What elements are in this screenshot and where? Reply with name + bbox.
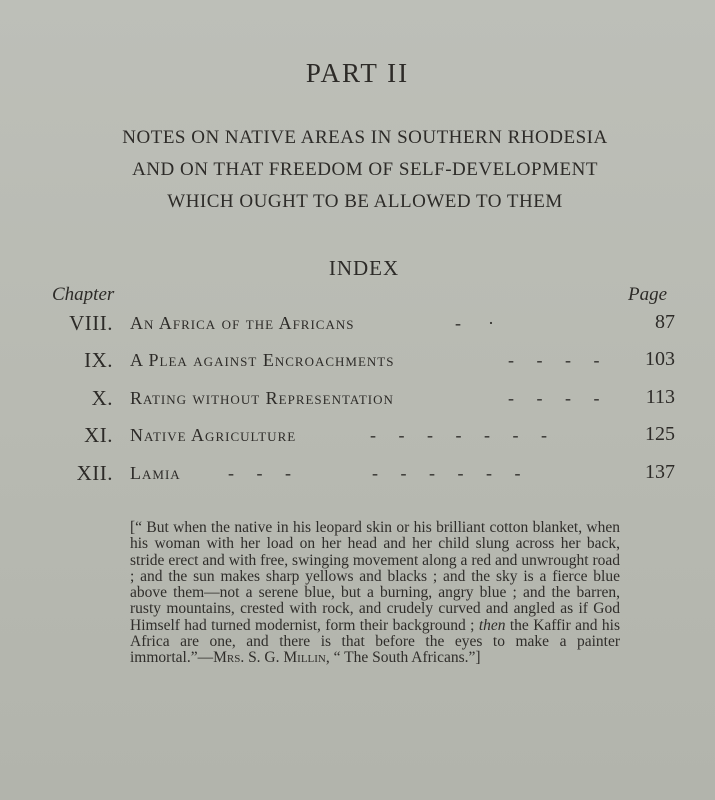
toc-entry: [0, 386, 715, 416]
toc-entry: [0, 311, 715, 341]
chapter-number: XI.: [84, 423, 113, 447]
chapter-column-header: Chapter: [52, 284, 115, 305]
subtitle-line: NOTES ON NATIVE AREAS IN SOUTHERN RHODESIA: [122, 127, 608, 148]
chapter-title: Native Agriculture: [130, 425, 297, 445]
quote-text: [“ But when the native in his leopard skin or his brilliant cotton blanket, when his woman with her load on her head and her child slung across her back, stride erect and with free, swinging movement along a red and unwrought road ; and the sun makes sharp yellows and blacks ; and the sky is a fierce blue above them—not a serene blue, but a burning, angry blue ; and the barren, rusty mountains, crested with rock, and crudely curved and angled as if God Himself had turned modernist, form their background ;: [130, 519, 620, 634]
part-title: PART II: [305, 58, 410, 88]
quote-source: “ The South Africans.”]: [329, 649, 481, 667]
subtitle-line: WHICH OUGHT TO BE ALLOWED TO THEM: [167, 191, 563, 212]
quote-author: Mrs. S. G. Millin,: [213, 649, 330, 667]
chapter-page: 113: [645, 386, 675, 408]
chapter-page: 103: [645, 348, 675, 370]
chapter-number: IX.: [84, 348, 113, 372]
dot-leader: - ·: [455, 313, 494, 333]
chapter-number: VIII.: [69, 311, 113, 335]
index-heading: INDEX: [328, 256, 400, 280]
chapter-number: XII.: [76, 461, 113, 485]
subtitle-line: AND ON THAT FREEDOM OF SELF-DEVELOPMENT: [132, 159, 598, 180]
chapter-title: A Plea against Encroachments: [130, 350, 395, 370]
dot-leader: - - - - - - - - -: [228, 463, 521, 483]
page-column-header: Page: [628, 284, 668, 305]
chapter-page: 137: [645, 461, 675, 483]
dot-leader: - - - -: [508, 388, 600, 408]
chapter-title: Rating without Representation: [130, 388, 394, 408]
quote-emphasis: then: [478, 616, 506, 634]
dot-leader: - - - - - - -: [370, 425, 547, 445]
quote-text-after: the Kaffir and his Africa are one, and there is that before the eyes to make a painter immortal.”—: [130, 616, 620, 667]
chapter-title: Lamia: [130, 463, 181, 483]
dot-leader: - - - -: [508, 350, 600, 370]
epigraph-quote: [130, 520, 620, 667]
chapter-title: An Africa of the Africans: [130, 313, 355, 333]
toc-entry: [0, 348, 715, 378]
part-subtitle: [0, 122, 715, 218]
chapter-page: 87: [655, 311, 675, 333]
chapter-page: 125: [645, 423, 675, 445]
toc-entry: [0, 461, 715, 491]
toc-entry: [0, 423, 715, 453]
chapter-number: X.: [91, 386, 113, 410]
